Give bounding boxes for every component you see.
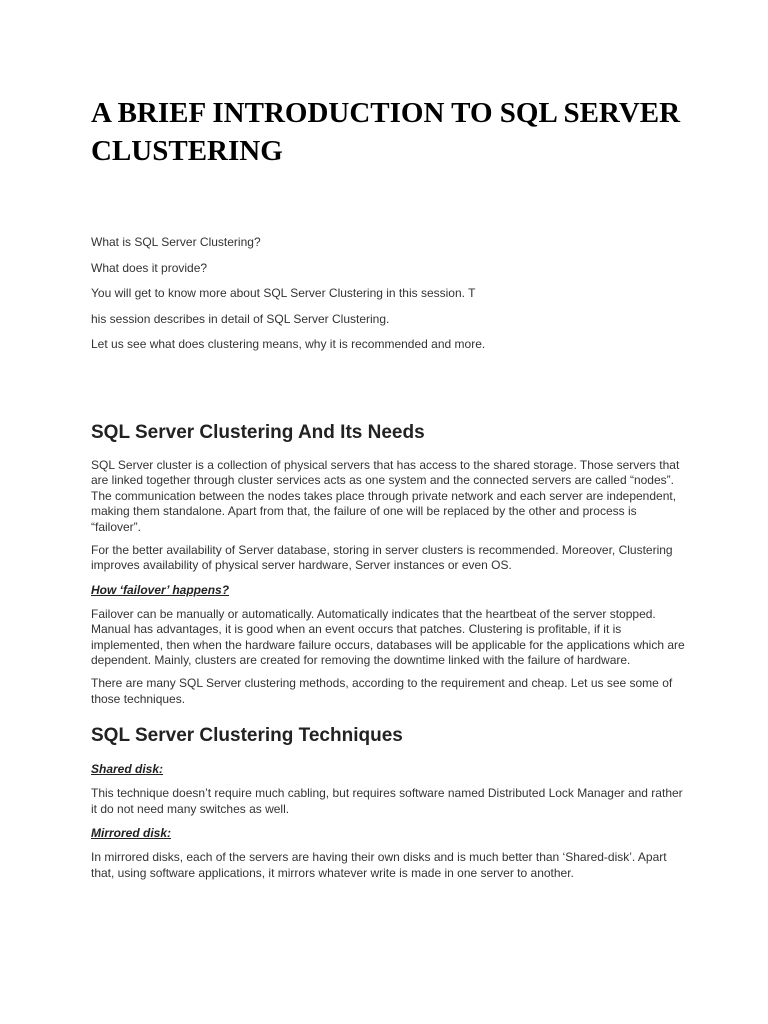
intro-line: What does it provide?	[91, 260, 208, 275]
paragraph: There are many SQL Server clustering methods, according to the requirement and cheap. Let us see some of those techniques.	[91, 676, 673, 706]
paragraph: Failover can be manually or automatically. Automatically indicates that the heartbeat of the server stopped. Manual has advantages, it is good when an event occurs that patches. Clustering is profitable, if it is implemented, then when the hardware failure occurs, databases will be applicable for the applications which are dependent. Mainly, clusters are created for removing the downtime linked with the failure of hardware.	[91, 606, 685, 668]
paragraph: SQL Server cluster is a collection of physical servers that has access to the shared storage. Those servers that are linked together through cluster services acts as one system and the connected servers are called “nodes”. The communication between the nodes takes place through private network and each server are independent, making them standalone. Apart from that, the failure of one will be replaced by the other and process is “failover”.	[91, 458, 680, 534]
intro-line: You will get to know more about SQL Server Clustering in this session. T	[91, 286, 476, 300]
intro-line: Let us see what does clustering means, why it is recommended and more.	[91, 337, 486, 351]
intro-line: What is SQL Server Clustering?	[91, 235, 261, 249]
subheading-failover: How ‘failover’ happens?	[91, 582, 230, 597]
subheading-mirrored-disk: Mirrored disk:	[91, 826, 172, 841]
document-body	[91, 420, 687, 889]
section-heading-techniques: SQL Server Clustering Techniques	[91, 725, 403, 747]
section-heading-needs: SQL Server Clustering And Its Needs	[91, 422, 425, 443]
intro-section	[91, 234, 711, 362]
paragraph: For the better availability of Server database, storing in server clusters is recommended. Moreover, Clustering improves availability of physical server hardware, Server instances or even OS.	[91, 543, 673, 573]
paragraph: In mirrored disks, each of the servers are having their own disks and is much better than ‘Shared-disk’. Apart that, using software applications, it mirrors whatever write is made in one server to another.	[91, 850, 667, 880]
paragraph: This technique doesn’t require much cabling, but requires software named Distributed Lock Manager and rather it do not need many switches as well.	[91, 786, 683, 816]
subheading-shared-disk: Shared disk:	[91, 762, 164, 777]
intro-line: his session describes in detail of SQL Server Clustering.	[91, 311, 390, 326]
document-title: A BRIEF INTRODUCTION TO SQL SERVER CLUSTERING	[91, 97, 681, 167]
